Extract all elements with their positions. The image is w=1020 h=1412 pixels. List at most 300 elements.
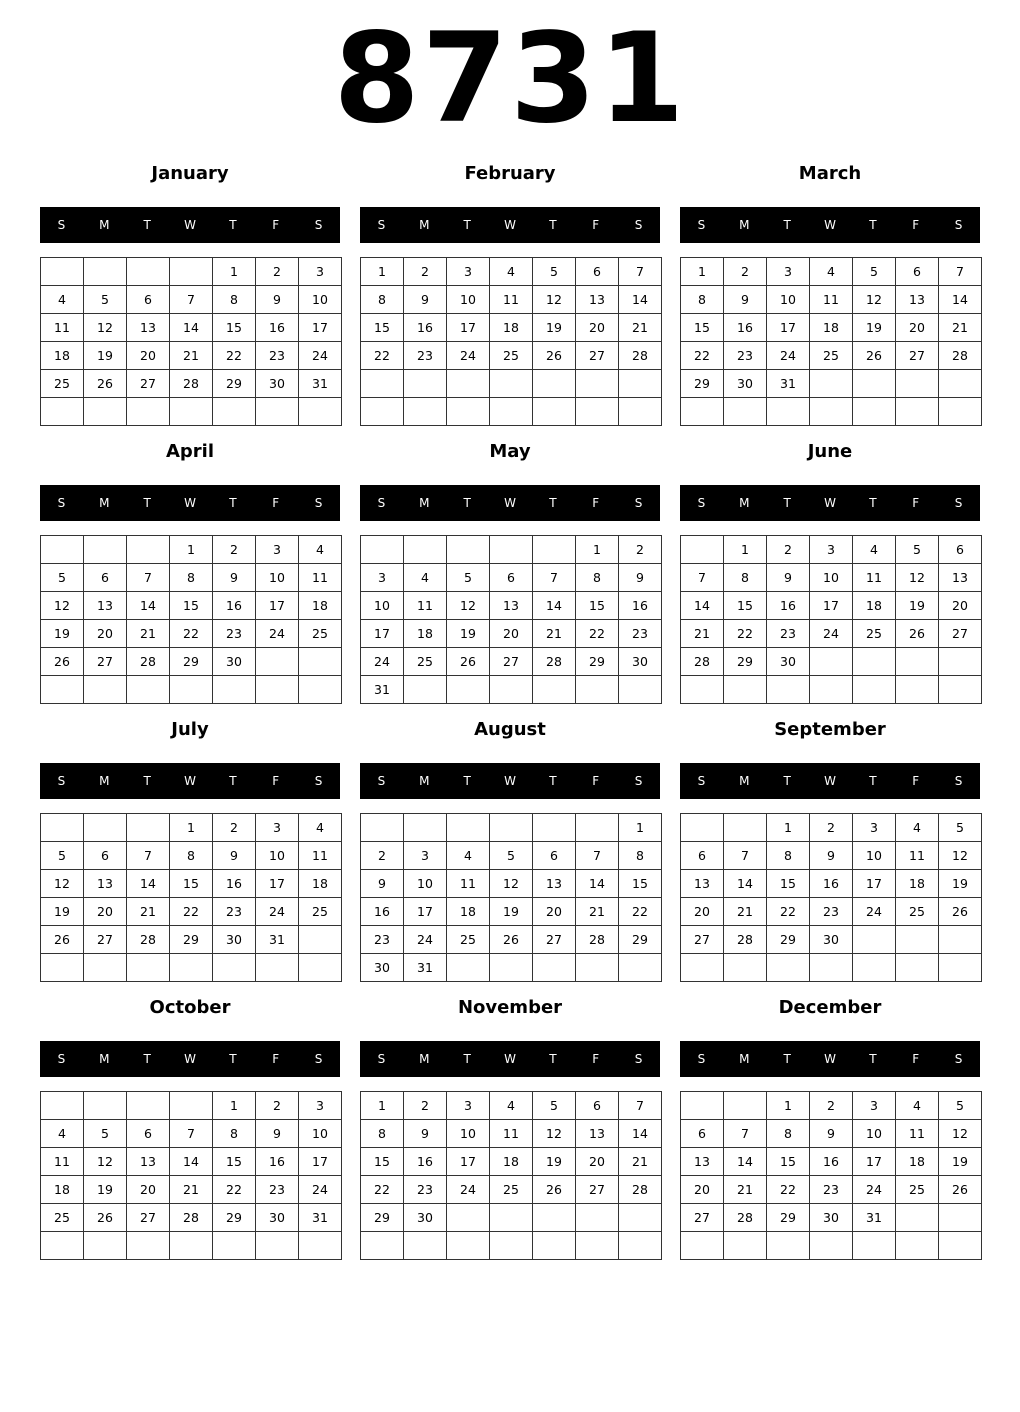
day-cell: 1 [213, 1092, 256, 1120]
day-cell: 1 [361, 258, 404, 286]
day-cell: 16 [619, 592, 662, 620]
weekday-label: S [697, 218, 706, 232]
day-cell: 12 [41, 870, 84, 898]
day-cell: 10 [299, 286, 342, 314]
week-row [681, 1204, 982, 1232]
week-row [361, 258, 662, 286]
day-grid [680, 813, 982, 982]
day-cell: 25 [810, 342, 853, 370]
day-cell: 10 [299, 1120, 342, 1148]
day-cell: 15 [361, 314, 404, 342]
weekday-label: T [549, 218, 557, 232]
day-cell: 4 [810, 258, 853, 286]
day-cell: 16 [256, 1148, 299, 1176]
day-cell: 10 [361, 592, 404, 620]
day-cell: 29 [170, 648, 213, 676]
day-cell: 4 [490, 258, 533, 286]
empty-day-cell [939, 676, 982, 704]
day-cell: 2 [767, 536, 810, 564]
week-row [41, 1148, 342, 1176]
day-cell: 4 [404, 564, 447, 592]
empty-day-cell [361, 398, 404, 426]
day-cell: 27 [681, 1204, 724, 1232]
day-cell: 3 [767, 258, 810, 286]
weekday-label: T [229, 218, 237, 232]
day-cell: 5 [533, 1092, 576, 1120]
day-cell: 8 [361, 286, 404, 314]
weekday-header [360, 1041, 660, 1077]
day-cell: 25 [41, 1204, 84, 1232]
day-cell: 12 [939, 842, 982, 870]
weekday-label: F [592, 218, 600, 232]
day-cell: 29 [681, 370, 724, 398]
day-cell: 26 [939, 1176, 982, 1204]
week-row [41, 258, 342, 286]
weekday-header [360, 207, 660, 243]
empty-day-cell [127, 536, 170, 564]
day-cell: 23 [404, 342, 447, 370]
empty-day-cell [939, 1204, 982, 1232]
day-cell: 29 [170, 926, 213, 954]
empty-day-cell [447, 814, 490, 842]
weekday-label: T [549, 496, 557, 510]
day-cell: 22 [724, 620, 767, 648]
weekday-label: S [954, 774, 963, 788]
empty-day-cell [853, 926, 896, 954]
empty-day-cell [447, 370, 490, 398]
week-row [681, 1232, 982, 1260]
weekday-label: T [783, 774, 791, 788]
day-cell: 18 [490, 1148, 533, 1176]
week-row [681, 564, 982, 592]
weekday-label: S [314, 496, 323, 510]
empty-day-cell [619, 370, 662, 398]
day-cell: 1 [724, 536, 767, 564]
day-cell: 23 [256, 1176, 299, 1204]
empty-day-cell [404, 676, 447, 704]
weekday-header [360, 485, 660, 521]
day-cell: 19 [896, 592, 939, 620]
day-cell: 6 [127, 1120, 170, 1148]
empty-day-cell [810, 676, 853, 704]
day-cell: 2 [404, 258, 447, 286]
empty-day-cell [213, 676, 256, 704]
week-row [361, 370, 662, 398]
weekday-label: S [57, 1052, 66, 1066]
day-cell: 13 [576, 1120, 619, 1148]
empty-day-cell [299, 1232, 342, 1260]
weekday-label: S [314, 218, 323, 232]
week-row [681, 258, 982, 286]
day-cell: 9 [213, 842, 256, 870]
day-cell: 16 [810, 1148, 853, 1176]
day-cell: 8 [170, 842, 213, 870]
day-cell: 4 [896, 1092, 939, 1120]
day-cell: 8 [576, 564, 619, 592]
week-row [361, 1204, 662, 1232]
day-cell: 3 [853, 814, 896, 842]
empty-day-cell [533, 398, 576, 426]
empty-day-cell [767, 954, 810, 982]
empty-day-cell [84, 1092, 127, 1120]
day-cell: 10 [853, 1120, 896, 1148]
empty-day-cell [84, 814, 127, 842]
day-cell: 15 [213, 1148, 256, 1176]
day-cell: 2 [724, 258, 767, 286]
empty-day-cell [939, 926, 982, 954]
weekday-label: T [783, 218, 791, 232]
day-cell: 7 [619, 1092, 662, 1120]
empty-day-cell [170, 258, 213, 286]
weekday-label: W [504, 774, 516, 788]
day-cell: 17 [767, 314, 810, 342]
day-cell: 26 [84, 370, 127, 398]
day-cell: 28 [127, 648, 170, 676]
day-cell: 12 [853, 286, 896, 314]
month-name: May [489, 441, 531, 462]
empty-day-cell [896, 398, 939, 426]
empty-day-cell [361, 1232, 404, 1260]
day-cell: 24 [853, 898, 896, 926]
day-cell: 14 [724, 1148, 767, 1176]
empty-day-cell [939, 370, 982, 398]
weekday-label: S [377, 774, 386, 788]
day-cell: 9 [404, 1120, 447, 1148]
empty-day-cell [127, 954, 170, 982]
week-row [681, 648, 982, 676]
week-row [41, 620, 342, 648]
empty-day-cell [447, 1204, 490, 1232]
month-name: October [149, 997, 231, 1018]
empty-day-cell [576, 954, 619, 982]
weekday-label: F [592, 1052, 600, 1066]
day-cell: 9 [724, 286, 767, 314]
day-cell: 30 [361, 954, 404, 982]
weekday-label: W [184, 496, 196, 510]
day-cell: 21 [724, 1176, 767, 1204]
weekday-header [680, 207, 980, 243]
day-cell: 11 [41, 314, 84, 342]
day-cell: 8 [361, 1120, 404, 1148]
empty-day-cell [619, 1204, 662, 1232]
day-cell: 9 [619, 564, 662, 592]
day-cell: 13 [84, 592, 127, 620]
week-row [41, 1176, 342, 1204]
day-cell: 21 [170, 342, 213, 370]
day-cell: 31 [853, 1204, 896, 1232]
day-cell: 17 [853, 870, 896, 898]
day-cell: 19 [939, 870, 982, 898]
weekday-header [680, 763, 980, 799]
day-cell: 5 [447, 564, 490, 592]
day-cell: 19 [939, 1148, 982, 1176]
week-row [681, 370, 982, 398]
day-cell: 25 [896, 898, 939, 926]
month-name: December [778, 997, 882, 1018]
week-row [361, 1120, 662, 1148]
day-cell: 31 [299, 370, 342, 398]
empty-day-cell [853, 398, 896, 426]
day-cell: 13 [681, 1148, 724, 1176]
empty-day-cell [170, 676, 213, 704]
day-cell: 15 [576, 592, 619, 620]
day-cell: 30 [619, 648, 662, 676]
weekday-label: W [824, 496, 836, 510]
weekday-label: T [869, 218, 877, 232]
day-cell: 18 [490, 314, 533, 342]
empty-day-cell [681, 1232, 724, 1260]
weekday-label: S [954, 218, 963, 232]
day-cell: 14 [576, 870, 619, 898]
day-cell: 1 [681, 258, 724, 286]
day-cell: 31 [767, 370, 810, 398]
day-grid [360, 813, 662, 982]
empty-day-cell [490, 398, 533, 426]
empty-day-cell [490, 814, 533, 842]
week-row [41, 564, 342, 592]
empty-day-cell [299, 398, 342, 426]
day-cell: 28 [533, 648, 576, 676]
empty-day-cell [619, 676, 662, 704]
day-cell: 16 [767, 592, 810, 620]
empty-day-cell [447, 1232, 490, 1260]
day-cell: 10 [447, 286, 490, 314]
weekday-label: S [57, 496, 66, 510]
day-cell: 8 [213, 286, 256, 314]
weekday-label: W [184, 1052, 196, 1066]
weekday-label: S [954, 496, 963, 510]
week-row [41, 592, 342, 620]
day-cell: 8 [724, 564, 767, 592]
weekday-label: S [377, 218, 386, 232]
empty-day-cell [41, 398, 84, 426]
week-row [41, 676, 342, 704]
day-cell: 31 [256, 926, 299, 954]
empty-day-cell [896, 676, 939, 704]
day-cell: 20 [681, 1176, 724, 1204]
weekday-label: T [143, 496, 151, 510]
empty-day-cell [939, 954, 982, 982]
day-cell: 16 [213, 592, 256, 620]
day-cell: 7 [681, 564, 724, 592]
empty-day-cell [170, 398, 213, 426]
day-cell: 19 [853, 314, 896, 342]
week-row [41, 898, 342, 926]
day-cell: 3 [256, 536, 299, 564]
day-cell: 6 [84, 842, 127, 870]
week-row [361, 564, 662, 592]
month-name: March [798, 163, 862, 184]
day-cell: 12 [533, 286, 576, 314]
weekday-label: F [272, 218, 280, 232]
day-cell: 11 [490, 286, 533, 314]
empty-day-cell [939, 398, 982, 426]
day-cell: 7 [939, 258, 982, 286]
day-cell: 19 [447, 620, 490, 648]
day-cell: 9 [256, 286, 299, 314]
day-cell: 21 [576, 898, 619, 926]
day-cell: 2 [361, 842, 404, 870]
day-cell: 22 [361, 342, 404, 370]
day-cell: 10 [256, 564, 299, 592]
day-cell: 23 [404, 1176, 447, 1204]
day-cell: 18 [810, 314, 853, 342]
day-cell: 26 [490, 926, 533, 954]
empty-day-cell [447, 954, 490, 982]
day-cell: 22 [681, 342, 724, 370]
day-cell: 20 [533, 898, 576, 926]
empty-day-cell [490, 1204, 533, 1232]
empty-day-cell [724, 1232, 767, 1260]
day-cell: 16 [404, 314, 447, 342]
day-cell: 20 [576, 1148, 619, 1176]
empty-day-cell [533, 370, 576, 398]
empty-day-cell [533, 1232, 576, 1260]
week-row [361, 870, 662, 898]
day-cell: 15 [170, 870, 213, 898]
day-cell: 3 [299, 258, 342, 286]
empty-day-cell [127, 676, 170, 704]
empty-day-cell [84, 954, 127, 982]
empty-day-cell [810, 954, 853, 982]
day-cell: 25 [853, 620, 896, 648]
day-cell: 11 [810, 286, 853, 314]
empty-day-cell [170, 1092, 213, 1120]
day-cell: 19 [84, 1176, 127, 1204]
day-cell: 23 [361, 926, 404, 954]
day-cell: 30 [256, 1204, 299, 1232]
day-cell: 3 [447, 258, 490, 286]
day-cell: 26 [533, 1176, 576, 1204]
day-cell: 6 [576, 1092, 619, 1120]
weekday-label: F [272, 774, 280, 788]
week-row [361, 342, 662, 370]
weekday-header [40, 485, 340, 521]
day-cell: 6 [576, 258, 619, 286]
day-cell: 8 [619, 842, 662, 870]
empty-day-cell [533, 676, 576, 704]
empty-day-cell [127, 1232, 170, 1260]
day-cell: 27 [576, 342, 619, 370]
week-row [681, 842, 982, 870]
day-cell: 4 [299, 814, 342, 842]
day-cell: 17 [447, 1148, 490, 1176]
day-cell: 18 [853, 592, 896, 620]
empty-day-cell [404, 398, 447, 426]
empty-day-cell [299, 926, 342, 954]
day-cell: 14 [127, 592, 170, 620]
day-cell: 26 [447, 648, 490, 676]
day-cell: 4 [490, 1092, 533, 1120]
day-cell: 20 [490, 620, 533, 648]
day-cell: 3 [810, 536, 853, 564]
day-cell: 7 [724, 842, 767, 870]
day-cell: 8 [767, 1120, 810, 1148]
day-cell: 21 [619, 1148, 662, 1176]
month-name: January [151, 163, 229, 184]
day-cell: 25 [404, 648, 447, 676]
empty-day-cell [256, 954, 299, 982]
week-row [361, 1092, 662, 1120]
weekday-label: M [99, 1052, 110, 1066]
weekday-label: S [634, 1052, 643, 1066]
day-cell: 24 [299, 1176, 342, 1204]
day-cell: 17 [447, 314, 490, 342]
day-cell: 17 [361, 620, 404, 648]
day-cell: 22 [576, 620, 619, 648]
day-cell: 29 [213, 370, 256, 398]
day-cell: 26 [939, 898, 982, 926]
day-cell: 21 [127, 620, 170, 648]
week-row [41, 954, 342, 982]
day-cell: 19 [490, 898, 533, 926]
day-cell: 19 [41, 898, 84, 926]
day-cell: 16 [213, 870, 256, 898]
weekday-label: S [377, 1052, 386, 1066]
empty-day-cell [896, 926, 939, 954]
day-cell: 10 [853, 842, 896, 870]
day-cell: 2 [213, 536, 256, 564]
day-cell: 28 [619, 1176, 662, 1204]
day-cell: 4 [41, 1120, 84, 1148]
day-cell: 9 [810, 842, 853, 870]
empty-day-cell [41, 676, 84, 704]
day-cell: 3 [361, 564, 404, 592]
empty-day-cell [41, 814, 84, 842]
week-row [681, 898, 982, 926]
empty-day-cell [533, 1204, 576, 1232]
empty-day-cell [213, 398, 256, 426]
day-cell: 5 [41, 842, 84, 870]
empty-day-cell [853, 648, 896, 676]
day-cell: 5 [853, 258, 896, 286]
day-cell: 3 [299, 1092, 342, 1120]
day-cell: 24 [447, 1176, 490, 1204]
day-cell: 5 [41, 564, 84, 592]
weekday-label: T [143, 774, 151, 788]
day-cell: 2 [256, 1092, 299, 1120]
weekday-label: S [377, 496, 386, 510]
day-cell: 29 [767, 1204, 810, 1232]
week-row [41, 536, 342, 564]
week-row [681, 620, 982, 648]
month-name: September [774, 719, 886, 740]
day-cell: 21 [170, 1176, 213, 1204]
day-cell: 9 [361, 870, 404, 898]
empty-day-cell [256, 676, 299, 704]
day-cell: 18 [41, 342, 84, 370]
day-cell: 16 [810, 870, 853, 898]
weekday-label: S [57, 218, 66, 232]
day-cell: 29 [724, 648, 767, 676]
empty-day-cell [490, 370, 533, 398]
day-cell: 11 [853, 564, 896, 592]
day-cell: 6 [490, 564, 533, 592]
day-cell: 1 [170, 536, 213, 564]
day-cell: 4 [447, 842, 490, 870]
day-cell: 20 [127, 1176, 170, 1204]
day-cell: 16 [724, 314, 767, 342]
day-cell: 7 [127, 564, 170, 592]
day-cell: 7 [170, 286, 213, 314]
day-cell: 15 [619, 870, 662, 898]
day-cell: 14 [127, 870, 170, 898]
empty-day-cell [853, 370, 896, 398]
day-cell: 4 [853, 536, 896, 564]
weekday-label: S [314, 1052, 323, 1066]
day-cell: 17 [810, 592, 853, 620]
empty-day-cell [576, 370, 619, 398]
